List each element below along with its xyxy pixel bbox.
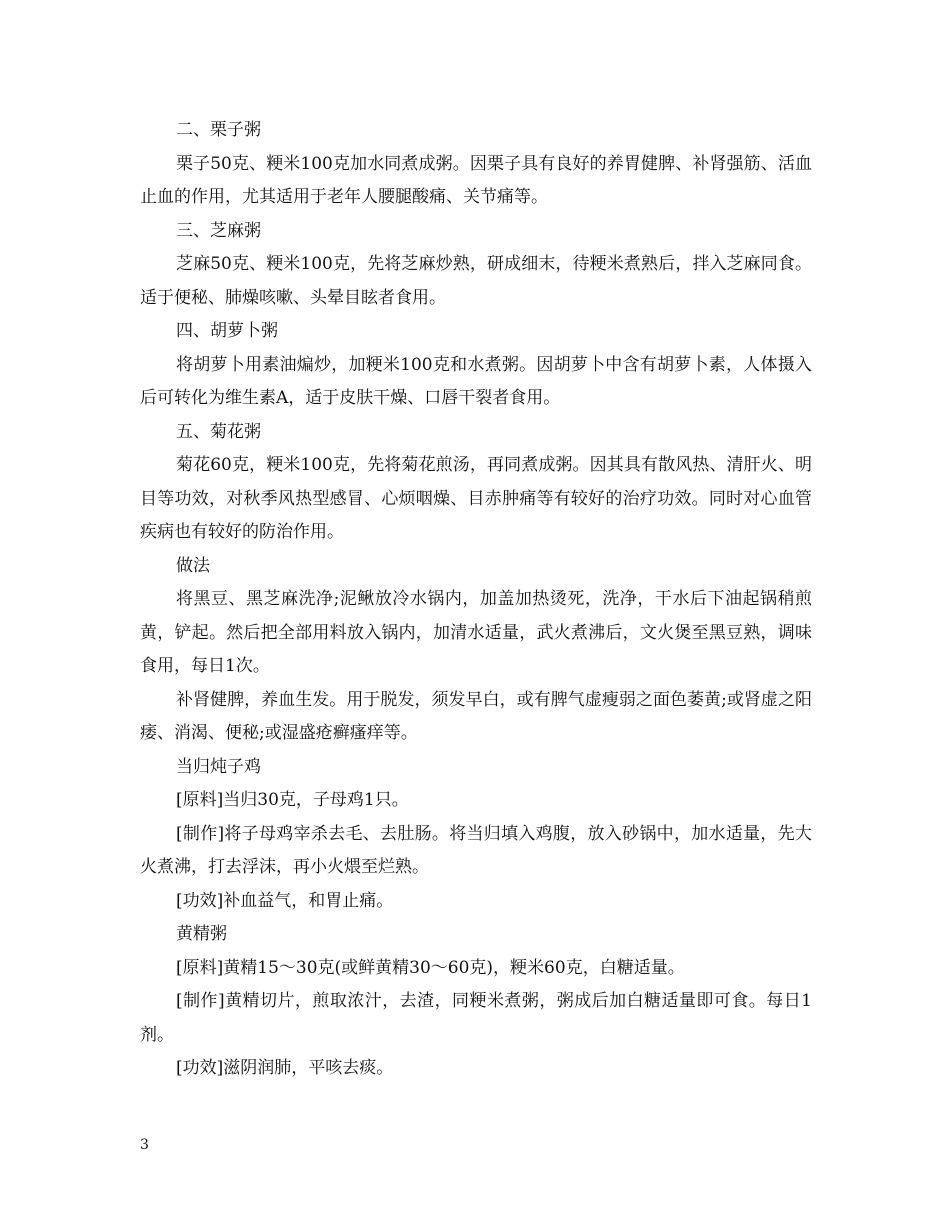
paragraph-chestnut-porridge: 栗子50克、粳米100克加水同煮成粥。因栗子具有良好的养胃健脾、补肾强筋、活血止血的作用，尤其适用于老年人腰腿酸痛、关节痛等。: [140, 153, 812, 207]
paragraph-angelica-preparation: [制作]将子母鸡宰杀去毛、去肚肠。将当归填入鸡腹，放入砂锅中，加水适量，先大火煮沸，打去浮沫，再小火煨至烂熟。: [140, 823, 812, 877]
section-heading-sesame-porridge: 三、芝麻粥: [176, 220, 261, 241]
paragraph-polygonatum-ingredients: [原料]黄精15～30克(或鲜黄精30～60克)，粳米60克，白糖适量。: [176, 957, 685, 978]
paragraph-sesame-porridge: 芝麻50克、粳米100克，先将芝麻炒熟，研成细末，待粳米煮熟后，拌入芝麻同食。适于便秘、肺燥咳嗽、头晕目眩者食用。: [140, 254, 812, 308]
paragraph-effects: 补肾健脾，养血生发。用于脱发，须发早白，或有脾气虚瘦弱之面色萎黄;或肾虚之阳痿、消渴、便秘;或湿盛疮癣瘙痒等。: [140, 689, 812, 743]
section-heading-polygonatum-porridge: 黄精粥: [176, 924, 227, 944]
paragraph-angelica-effects: [功效]补血益气，和胃止痛。: [176, 890, 394, 911]
paragraph-method: 将黑豆、黑芝麻洗净;泥鳅放冷水锅内，加盖加热烫死，洗净，干水后下油起锅稍煎黄，铲起。然后把全部用料放入锅内，加清水适量，武火煮沸后，文火煲至黑豆熟，调味食用，每日1次。: [140, 589, 812, 676]
paragraph-carrot-porridge: 将胡萝卜用素油煸炒，加粳米100克和水煮粥。因胡萝卜中含有胡萝卜素，人体摄入后可转化为维生素A，适于皮肤干燥、口唇干裂者食用。: [140, 354, 812, 408]
section-heading-carrot-porridge: 四、胡萝卜粥: [176, 321, 278, 341]
section-heading-chestnut-porridge: 二、栗子粥: [176, 120, 261, 140]
document-body: [140, 114, 812, 1086]
paragraph-chrysanthemum-porridge: 菊花60克，粳米100克，先将菊花煎汤，再同煮成粥。因其具有散风热、清肝火、明目等功效，对秋季风热型感冒、心烦咽燥、目赤肿痛等有较好的治疗功效。同时对心血管疾病也有较好的防治作用。: [140, 455, 812, 542]
page-number: 3: [140, 1137, 149, 1153]
section-heading-method: 做法: [176, 555, 210, 576]
paragraph-angelica-ingredients: [原料]当归30克，子母鸡1只。: [176, 790, 409, 810]
paragraph-polygonatum-preparation: [制作]黄精切片，煎取浓汁，去渣，同粳米煮粥，粥成后加白糖适量即可食。每日1剂。: [140, 991, 812, 1045]
section-heading-angelica-chicken: 当归炖子鸡: [176, 756, 261, 777]
paragraph-polygonatum-effects: [功效]滋阴润肺，平咳去痰。: [176, 1058, 394, 1078]
section-heading-chrysanthemum-porridge: 五、菊花粥: [176, 421, 261, 442]
